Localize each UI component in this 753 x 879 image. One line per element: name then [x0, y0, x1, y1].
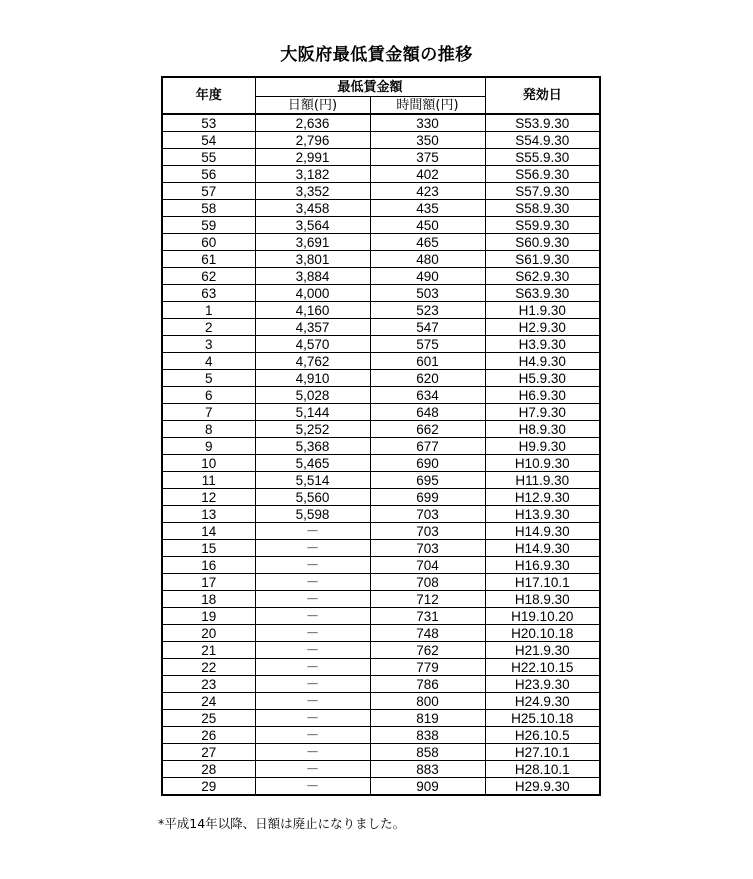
daily-wage-cell: 5,028 — [255, 387, 370, 404]
daily-wage-cell: － — [255, 591, 370, 608]
hourly-wage-cell: 712 — [370, 591, 485, 608]
daily-wage-cell: － — [255, 608, 370, 625]
year-cell: 9 — [162, 438, 255, 455]
year-cell: 12 — [162, 489, 255, 506]
effective-date-cell: S54.9.30 — [485, 132, 600, 149]
table-row — [162, 285, 600, 302]
daily-wage-cell: － — [255, 710, 370, 727]
daily-wage-cell: 4,570 — [255, 336, 370, 353]
daily-wage-cell: 5,514 — [255, 472, 370, 489]
year-cell: 22 — [162, 659, 255, 676]
daily-wage-cell: 5,368 — [255, 438, 370, 455]
daily-wage-cell: 4,910 — [255, 370, 370, 387]
hourly-wage-cell: 748 — [370, 625, 485, 642]
table-row — [162, 676, 600, 693]
daily-wage-cell: 4,000 — [255, 285, 370, 302]
table-row — [162, 642, 600, 659]
year-cell: 11 — [162, 472, 255, 489]
daily-wage-cell: 2,636 — [255, 114, 370, 132]
minimum-wage-table — [161, 76, 601, 796]
hourly-wage-cell: 779 — [370, 659, 485, 676]
table-row — [162, 625, 600, 642]
year-cell: 59 — [162, 217, 255, 234]
effective-date-cell: H29.9.30 — [485, 778, 600, 796]
daily-wage-cell: 3,884 — [255, 268, 370, 285]
effective-date-cell: H25.10.18 — [485, 710, 600, 727]
hourly-wage-cell: 819 — [370, 710, 485, 727]
daily-wage-cell: － — [255, 744, 370, 761]
table-row — [162, 778, 600, 796]
hourly-wage-cell: 547 — [370, 319, 485, 336]
table-row — [162, 200, 600, 217]
table-row — [162, 370, 600, 387]
table-row — [162, 234, 600, 251]
year-cell: 14 — [162, 523, 255, 540]
header-effective-date: 発効日 — [485, 77, 600, 114]
daily-wage-cell: 3,352 — [255, 183, 370, 200]
header-hourly: 時間額(円) — [370, 97, 485, 115]
daily-wage-cell: 4,160 — [255, 302, 370, 319]
header-min-wage-group: 最低賃金額 — [255, 77, 485, 97]
effective-date-cell: S56.9.30 — [485, 166, 600, 183]
hourly-wage-cell: 435 — [370, 200, 485, 217]
year-cell: 57 — [162, 183, 255, 200]
hourly-wage-cell: 703 — [370, 523, 485, 540]
effective-date-cell: H24.9.30 — [485, 693, 600, 710]
hourly-wage-cell: 490 — [370, 268, 485, 285]
year-cell: 16 — [162, 557, 255, 574]
table-row — [162, 727, 600, 744]
effective-date-cell: S61.9.30 — [485, 251, 600, 268]
daily-wage-cell: 5,465 — [255, 455, 370, 472]
daily-wage-cell: 3,801 — [255, 251, 370, 268]
table-header — [162, 77, 600, 114]
table-row — [162, 353, 600, 370]
effective-date-cell: S53.9.30 — [485, 114, 600, 132]
header-year: 年度 — [162, 77, 255, 114]
effective-date-cell: H12.9.30 — [485, 489, 600, 506]
header-daily: 日額(円) — [255, 97, 370, 115]
hourly-wage-cell: 648 — [370, 404, 485, 421]
daily-wage-cell: － — [255, 540, 370, 557]
effective-date-cell: H11.9.30 — [485, 472, 600, 489]
daily-wage-cell: － — [255, 727, 370, 744]
year-cell: 21 — [162, 642, 255, 659]
hourly-wage-cell: 350 — [370, 132, 485, 149]
effective-date-cell: H16.9.30 — [485, 557, 600, 574]
table-row — [162, 557, 600, 574]
daily-wage-cell: － — [255, 778, 370, 796]
effective-date-cell: S62.9.30 — [485, 268, 600, 285]
daily-wage-cell: － — [255, 574, 370, 591]
year-cell: 19 — [162, 608, 255, 625]
hourly-wage-cell: 450 — [370, 217, 485, 234]
hourly-wage-cell: 762 — [370, 642, 485, 659]
daily-wage-cell: 4,762 — [255, 353, 370, 370]
daily-wage-cell: － — [255, 642, 370, 659]
daily-wage-cell: 5,560 — [255, 489, 370, 506]
hourly-wage-cell: 800 — [370, 693, 485, 710]
daily-wage-cell: － — [255, 557, 370, 574]
year-cell: 13 — [162, 506, 255, 523]
daily-wage-cell: 3,182 — [255, 166, 370, 183]
effective-date-cell: H27.10.1 — [485, 744, 600, 761]
effective-date-cell: H14.9.30 — [485, 540, 600, 557]
daily-wage-cell: 3,564 — [255, 217, 370, 234]
hourly-wage-cell: 375 — [370, 149, 485, 166]
year-cell: 60 — [162, 234, 255, 251]
effective-date-cell: H28.10.1 — [485, 761, 600, 778]
year-cell: 55 — [162, 149, 255, 166]
table-row — [162, 183, 600, 200]
effective-date-cell: H13.9.30 — [485, 506, 600, 523]
table-row — [162, 591, 600, 608]
hourly-wage-cell: 703 — [370, 540, 485, 557]
hourly-wage-cell: 465 — [370, 234, 485, 251]
hourly-wage-cell: 786 — [370, 676, 485, 693]
year-cell: 4 — [162, 353, 255, 370]
table-row — [162, 693, 600, 710]
hourly-wage-cell: 601 — [370, 353, 485, 370]
table-row — [162, 489, 600, 506]
hourly-wage-cell: 677 — [370, 438, 485, 455]
hourly-wage-cell: 909 — [370, 778, 485, 796]
effective-date-cell: H7.9.30 — [485, 404, 600, 421]
table-row — [162, 268, 600, 285]
year-cell: 6 — [162, 387, 255, 404]
year-cell: 7 — [162, 404, 255, 421]
year-cell: 20 — [162, 625, 255, 642]
daily-wage-cell: － — [255, 693, 370, 710]
year-cell: 8 — [162, 421, 255, 438]
daily-wage-cell: 2,796 — [255, 132, 370, 149]
hourly-wage-cell: 620 — [370, 370, 485, 387]
hourly-wage-cell: 634 — [370, 387, 485, 404]
year-cell: 56 — [162, 166, 255, 183]
table-row — [162, 132, 600, 149]
table-row — [162, 506, 600, 523]
hourly-wage-cell: 402 — [370, 166, 485, 183]
effective-date-cell: H22.10.15 — [485, 659, 600, 676]
table-row — [162, 421, 600, 438]
effective-date-cell: H8.9.30 — [485, 421, 600, 438]
year-cell: 25 — [162, 710, 255, 727]
year-cell: 29 — [162, 778, 255, 796]
year-cell: 27 — [162, 744, 255, 761]
daily-wage-cell: － — [255, 761, 370, 778]
table-body — [162, 114, 600, 795]
table-row — [162, 114, 600, 132]
year-cell: 63 — [162, 285, 255, 302]
daily-wage-cell: 3,691 — [255, 234, 370, 251]
daily-wage-cell: － — [255, 625, 370, 642]
table-row — [162, 472, 600, 489]
year-cell: 28 — [162, 761, 255, 778]
hourly-wage-cell: 838 — [370, 727, 485, 744]
daily-wage-cell: 2,991 — [255, 149, 370, 166]
table-row — [162, 302, 600, 319]
daily-wage-cell: － — [255, 676, 370, 693]
effective-date-cell: S58.9.30 — [485, 200, 600, 217]
hourly-wage-cell: 575 — [370, 336, 485, 353]
table-row — [162, 574, 600, 591]
hourly-wage-cell: 703 — [370, 506, 485, 523]
hourly-wage-cell: 423 — [370, 183, 485, 200]
effective-date-cell: H17.10.1 — [485, 574, 600, 591]
effective-date-cell: H18.9.30 — [485, 591, 600, 608]
year-cell: 26 — [162, 727, 255, 744]
year-cell: 15 — [162, 540, 255, 557]
effective-date-cell: H10.9.30 — [485, 455, 600, 472]
effective-date-cell: S57.9.30 — [485, 183, 600, 200]
hourly-wage-cell: 708 — [370, 574, 485, 591]
hourly-wage-cell: 690 — [370, 455, 485, 472]
effective-date-cell: H14.9.30 — [485, 523, 600, 540]
table-row — [162, 319, 600, 336]
table-row — [162, 659, 600, 676]
year-cell: 61 — [162, 251, 255, 268]
year-cell: 2 — [162, 319, 255, 336]
table-row — [162, 455, 600, 472]
table-row — [162, 540, 600, 557]
table-row — [162, 404, 600, 421]
hourly-wage-cell: 883 — [370, 761, 485, 778]
effective-date-cell: H5.9.30 — [485, 370, 600, 387]
daily-wage-cell: 3,458 — [255, 200, 370, 217]
daily-wage-cell: 5,252 — [255, 421, 370, 438]
year-cell: 1 — [162, 302, 255, 319]
hourly-wage-cell: 480 — [370, 251, 485, 268]
year-cell: 58 — [162, 200, 255, 217]
table-row — [162, 336, 600, 353]
hourly-wage-cell: 704 — [370, 557, 485, 574]
effective-date-cell: H26.10.5 — [485, 727, 600, 744]
year-cell: 24 — [162, 693, 255, 710]
effective-date-cell: S63.9.30 — [485, 285, 600, 302]
effective-date-cell: S55.9.30 — [485, 149, 600, 166]
hourly-wage-cell: 662 — [370, 421, 485, 438]
effective-date-cell: H2.9.30 — [485, 319, 600, 336]
table-row — [162, 523, 600, 540]
page-title: 大阪府最低賃金額の推移 — [280, 45, 473, 65]
year-cell: 18 — [162, 591, 255, 608]
year-cell: 5 — [162, 370, 255, 387]
effective-date-cell: H4.9.30 — [485, 353, 600, 370]
hourly-wage-cell: 330 — [370, 114, 485, 132]
year-cell: 10 — [162, 455, 255, 472]
hourly-wage-cell: 523 — [370, 302, 485, 319]
year-cell: 53 — [162, 114, 255, 132]
year-cell: 3 — [162, 336, 255, 353]
table-row — [162, 166, 600, 183]
table-row — [162, 761, 600, 778]
table-row — [162, 149, 600, 166]
hourly-wage-cell: 695 — [370, 472, 485, 489]
hourly-wage-cell: 503 — [370, 285, 485, 302]
year-cell: 17 — [162, 574, 255, 591]
effective-date-cell: H21.9.30 — [485, 642, 600, 659]
year-cell: 54 — [162, 132, 255, 149]
effective-date-cell: H23.9.30 — [485, 676, 600, 693]
hourly-wage-cell: 731 — [370, 608, 485, 625]
table-row — [162, 438, 600, 455]
daily-wage-cell: 4,357 — [255, 319, 370, 336]
effective-date-cell: H9.9.30 — [485, 438, 600, 455]
effective-date-cell: H6.9.30 — [485, 387, 600, 404]
effective-date-cell: H19.10.20 — [485, 608, 600, 625]
hourly-wage-cell: 858 — [370, 744, 485, 761]
table-row — [162, 217, 600, 234]
table-row — [162, 710, 600, 727]
table-row — [162, 387, 600, 404]
effective-date-cell: H3.9.30 — [485, 336, 600, 353]
table-row — [162, 608, 600, 625]
hourly-wage-cell: 699 — [370, 489, 485, 506]
daily-wage-cell: 5,144 — [255, 404, 370, 421]
table-row — [162, 744, 600, 761]
effective-date-cell: S60.9.30 — [485, 234, 600, 251]
effective-date-cell: S59.9.30 — [485, 217, 600, 234]
daily-wage-cell: 5,598 — [255, 506, 370, 523]
table-row — [162, 251, 600, 268]
year-cell: 23 — [162, 676, 255, 693]
daily-wage-cell: － — [255, 659, 370, 676]
effective-date-cell: H1.9.30 — [485, 302, 600, 319]
effective-date-cell: H20.10.18 — [485, 625, 600, 642]
footnote: *平成14年以降、日額は廃止になりました。 — [158, 816, 406, 831]
year-cell: 62 — [162, 268, 255, 285]
daily-wage-cell: － — [255, 523, 370, 540]
